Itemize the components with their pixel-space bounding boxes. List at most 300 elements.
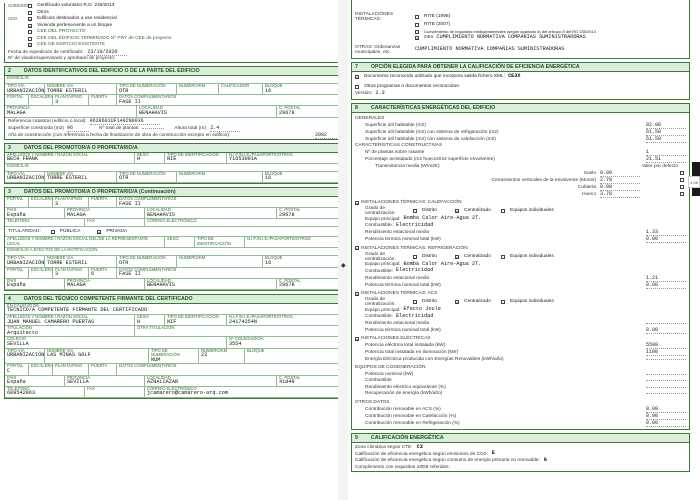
plantas-label: Nº total de plantas: — [99, 125, 140, 131]
data-label: Nº de plantas sobre rasante — [365, 150, 425, 155]
puerta-label: PUERTA — [91, 266, 108, 272]
section-number: 9 — [355, 434, 358, 441]
rendimiento-label: Rendimiento estacional medio — [365, 320, 430, 326]
cp-field[interactable]: 29678 — [279, 282, 295, 289]
option-text: Otros programas o documentos reconocidos: — [364, 84, 460, 90]
option-text: CEE DEL EDIFICIO TERMINADO Nº PRY de CEE de proyecto — [37, 35, 172, 41]
checkbox[interactable] — [680, 185, 684, 189]
section-header-options — [4, 3, 345, 63]
complementarios-label: DATOS COMPLEMENTARIOS — [119, 363, 177, 369]
altura-label: Altura total (m): — [174, 125, 208, 131]
data-label: Superficie útil habitable (m2) con sistema de calefacción (m2) — [365, 136, 496, 142]
data-label: Energía Eléctrica producida con Energías Renovables (kWh/año) — [365, 356, 504, 362]
localidad-label: LOCALIDAD — [139, 105, 163, 111]
titularidad-label: TITULARIDAD: — [8, 229, 41, 235]
nombre-via-field[interactable]: TORRE ESTERIL — [47, 87, 88, 94]
section-title: DATOS DEL TÉCNICO COMPETENTE FIRMANTE DEL CERTIFICADO — [24, 295, 193, 302]
bloque-field[interactable]: 16 — [265, 259, 272, 266]
equipo-label: Equipo principal: — [365, 216, 401, 222]
section-title: DATOS IDENTIFICATIVOS DEL EDIFICIO O DE LA PARTE DEL EDIFICIO — [24, 68, 200, 74]
uso-label: USO — [8, 15, 18, 21]
tipo-via-field[interactable]: URBANIZACIÓN — [7, 175, 45, 182]
portal-label: PORTAL — [7, 195, 24, 201]
data-label: Contribución renovable en Refrigeración (%) — [365, 420, 460, 426]
data-label: Rendimiento eléctrico equivalente (%) — [365, 384, 446, 390]
combustible-label: Combustible: — [365, 314, 393, 320]
tipo-num-field[interactable]: OTR — [119, 175, 129, 182]
data-label: Cubierta — [577, 184, 596, 190]
checkbox[interactable] — [501, 209, 505, 213]
section-number: 4 — [8, 295, 11, 302]
data-value[interactable]: 1 — [646, 149, 686, 156]
nif-field[interactable]: 24174254N — [229, 318, 258, 325]
checkbox[interactable] — [28, 30, 32, 34]
complementarios-label: DATOS COMPLEMENTARIOS — [119, 94, 177, 100]
data-value[interactable]: 61.50 — [646, 129, 686, 136]
cp-label: C. POSTAL — [279, 374, 301, 380]
data-label: Potencia nominal (kW) — [365, 371, 414, 377]
section-8-characteristics — [351, 103, 690, 430]
planta-label: PLANTA/PISO — [55, 94, 83, 100]
potencia-label: Potencia térmica nominal total (kW) — [365, 282, 441, 288]
equipo-label: Equipo principal: — [365, 307, 401, 313]
option-text: CEE DE EDIFICIO EXISTENTE — [37, 42, 105, 48]
combustible-label: Combustible: — [365, 268, 393, 274]
section-7-option — [351, 62, 690, 101]
tipo-num-label: TIPO DE NUMERACIÓN — [151, 347, 180, 358]
data-label: Superficie útil habitable (m2) — [365, 122, 426, 128]
domicilio-label: DOMICILIO — [7, 75, 29, 80]
option-text: Distrito — [422, 208, 437, 213]
rendimiento-label: Rendimiento estacional medio — [365, 230, 430, 235]
section-9-rating — [351, 433, 690, 472]
tipo-id-field[interactable]: NIE — [167, 156, 177, 163]
equipo-field[interactable]: Bomba Calor Aire-Agua 2T. — [403, 260, 482, 267]
ref-cat-field[interactable]: 9628601UF1492N0036 — [90, 118, 160, 125]
nif-field[interactable]: Y1653091A — [229, 156, 258, 163]
checkbox[interactable]: x — [356, 74, 358, 80]
option-text: RITE (1998) — [424, 14, 451, 19]
tipo-via-field[interactable]: URBANIZACIÓN — [7, 352, 45, 359]
tipo-id-label: TIPO DE IDENTIFICACIÓN — [167, 314, 219, 320]
otro-field[interactable]: CUMPLIMIENTO NORMATIVA COMPAÑIAS SUMINISTRADORAS — [436, 34, 586, 41]
data-value[interactable]: 5500 — [646, 342, 686, 349]
planta-field[interactable]: 3 — [55, 271, 59, 278]
data-value[interactable]: 1100 — [646, 349, 686, 356]
portal-label: PORTAL — [7, 94, 24, 100]
option-text: Distrito — [422, 253, 437, 259]
sexo-label: SEXO — [137, 151, 149, 157]
anio-field[interactable]: 2002 — [315, 132, 341, 139]
equipo-field[interactable]: Efecto Joule — [403, 306, 441, 313]
checkbox[interactable]: x — [356, 246, 358, 252]
option-text: Documento reconocido utilizado que incorpora salida fichero XML: — [364, 73, 506, 79]
data-value[interactable]: 21.51 — [646, 156, 686, 163]
otra-titulacion-label: OTRA TITULACIÓN — [137, 325, 175, 331]
calificacion-co2-label: Calificación de eficiencia energética según emisiones de CO2: — [355, 451, 488, 457]
constr-label: CARACTERÍSTICAS CONSTRUCTIVAS — [355, 143, 443, 149]
fax-label: FAX — [87, 385, 95, 391]
escalera-label: ESCALERA — [31, 363, 54, 369]
calificacion-energia-label: Calificación de eficiencia energética según consumo de energía primaria no renovable: — [355, 458, 540, 464]
program-field[interactable]: CE3X — [508, 72, 521, 79]
cp-field[interactable]: 29678 — [279, 109, 295, 116]
checkbox[interactable] — [413, 255, 417, 259]
data-label: Potencia eléctrica total instalada (kW) — [365, 343, 446, 348]
tipo-via-field[interactable]: URBANIZACIÓN — [7, 87, 45, 94]
side-panel-label[interactable]: 4.08 — [688, 176, 700, 188]
data-value[interactable]: 82.00 — [646, 122, 686, 129]
nombre-via-field[interactable]: LAS MINAS GOLF — [47, 352, 91, 359]
pais-field[interactable]: España — [7, 379, 26, 386]
generales-label: GENERALES — [355, 115, 385, 121]
refrigeracion-label: INSTALACIONES TÉRMICAS: REFRIGERACIÓN — [361, 245, 468, 251]
provincia-field[interactable]: MALAGA — [67, 211, 86, 218]
portal-label: PORTAL — [7, 363, 24, 369]
tipo-num-field[interactable]: OTR — [119, 87, 129, 94]
section-number: 3 — [8, 144, 11, 151]
provincia-field[interactable]: MALAGA — [67, 282, 86, 289]
privada-label: PRIVADA — [106, 228, 128, 234]
cp-field[interactable]: 29678 — [279, 211, 295, 218]
checkbox[interactable]: x — [356, 336, 358, 342]
calificador-label: CALIFICADOR — [221, 83, 250, 88]
option-text: Cumplimiento de requisitos medioambientales (según apartado 6) del artículo 8 del RD 235/2013 — [424, 28, 596, 34]
electricas-label: INSTALACIONES ELÉCTRICAS — [361, 336, 431, 342]
localidad-field[interactable]: AZNALCAZAR — [147, 379, 179, 386]
checkbox[interactable] — [415, 30, 419, 34]
sexo-field[interactable]: H — [137, 318, 141, 325]
section-3-owner-continued — [4, 187, 345, 291]
visado-label: Nº de visado/supervisado y aprobado de proyecto: — [8, 56, 116, 62]
checkbox[interactable]: x — [29, 17, 31, 23]
pais-label: PAÍS — [7, 277, 17, 283]
fecha-value[interactable]: 23/10/2020 — [87, 49, 127, 56]
sexo-field[interactable]: H — [137, 156, 141, 163]
section-6-compliance — [351, 0, 690, 59]
numero-label: NÚMERO/KM — [179, 83, 206, 88]
apellidos-field[interactable]: BECH FRANK — [7, 156, 39, 163]
otros-label: OTROS DATOS — [355, 399, 390, 405]
escalera-label: ESCALERA — [31, 94, 54, 100]
option-text: Equipos individuales — [510, 299, 554, 304]
apellidos-label: APELLIDOS Y NOMBRE / RAZÓN SOCIAL — [7, 314, 89, 320]
rendimiento-field[interactable] — [646, 323, 686, 324]
tipo-id-field[interactable]: NIF — [167, 318, 177, 325]
sexo-label: SEXO — [167, 236, 179, 242]
checkbox[interactable] — [28, 37, 32, 41]
sexo-label: SEXO — [137, 314, 149, 320]
data-label: Porcentaje acristalado (m2 huecos/m2 superficie envolvente) — [365, 157, 495, 162]
privada-checkbox[interactable]: x — [98, 229, 101, 235]
zona-label: Zona climática según CTE: — [355, 445, 413, 451]
option-text: Centralizado — [464, 299, 491, 304]
form-page-right — [345, 0, 694, 500]
potencia-field[interactable]: 0.00 — [646, 327, 686, 334]
representante-label: APELLIDOS Y NOMBRE / RAZÓN SOCIAL DEL/DE LA REPRESENTANTE LEGAL — [7, 236, 149, 246]
checkbox[interactable]: x — [456, 300, 458, 305]
nombre-via-label: NOMBRE VÍA — [47, 347, 74, 353]
complementarios-label: DATOS COMPLEMENTARIOS — [119, 195, 177, 201]
complementarios-field[interactable]: FASE II — [119, 271, 141, 278]
checkbox[interactable]: x — [29, 43, 31, 49]
complementarios-field[interactable]: FASE II — [119, 200, 141, 207]
data-value[interactable]: 0.00 — [600, 184, 640, 191]
checkbox[interactable] — [413, 300, 417, 304]
puerta-label: PUERTA — [91, 363, 108, 369]
data-label: Cerramientos verticales de la envolvente (Muros) — [491, 177, 596, 183]
bloque-field[interactable]: 16 — [265, 175, 272, 182]
combustible-label: Combustible: — [365, 223, 393, 229]
planta-label: PLANTA/PISO — [55, 363, 83, 369]
plantas-field[interactable] — [142, 128, 164, 129]
checkbox[interactable] — [355, 85, 359, 89]
option-text: Equipos individuales — [510, 208, 554, 213]
option-text: Certificado voluntario R.D. 235/2013 — [37, 3, 115, 9]
data-value[interactable] — [646, 359, 686, 360]
option-text: Distrito — [422, 299, 437, 304]
checkbox[interactable]: x — [456, 209, 458, 214]
pais-field[interactable]: España — [7, 211, 26, 218]
telefono-label: TELÉFONO — [7, 385, 30, 391]
checkbox[interactable]: x — [416, 36, 418, 42]
planta-label: PLANTA/PISO — [55, 195, 83, 201]
provincia-label: PROVINCIA — [67, 277, 91, 283]
option-text: Otros — [37, 9, 49, 15]
calificacion-energia-field[interactable]: G — [543, 456, 547, 463]
option-text: Equipos individuales — [510, 253, 554, 259]
numero-field[interactable]: 22 — [201, 352, 208, 359]
altura-field[interactable]: 2.4 — [210, 125, 240, 132]
nombre-via-field[interactable]: TORRE ESTERIL — [47, 259, 88, 266]
checkbox[interactable] — [680, 178, 684, 182]
bloque-field[interactable]: 16 — [265, 87, 272, 94]
pais-label: PAÍS — [7, 374, 17, 380]
section-title: CARACTERÍSTICAS ENERGÉTICAS DEL EDIFICIO — [371, 105, 496, 111]
data-label: Hueco — [582, 191, 596, 197]
page-break-icon: ◆ — [341, 263, 346, 269]
version-field[interactable]: 2.3 — [375, 89, 385, 96]
grado-label: Grado de centralización: — [365, 206, 396, 216]
titulacion-field[interactable]: Arquitecto — [7, 329, 39, 336]
rendimiento-field[interactable]: 1.33 — [646, 229, 686, 236]
nombre-via-label: NOMBRE VÍA — [47, 170, 74, 176]
data-value[interactable]: 2.78 — [600, 177, 640, 184]
otras-label: OTRAS: Ordenanzas municipales, etc. — [355, 44, 401, 55]
colegio-field[interactable]: SEVILLA — [7, 341, 29, 348]
checkbox[interactable] — [501, 300, 505, 304]
bloque-label: BLOQUE — [265, 83, 283, 88]
correo-field[interactable]: jcamarero@camarero-arq.com — [147, 390, 228, 397]
data-value[interactable] — [646, 374, 686, 375]
data-value[interactable]: 0.00 — [646, 420, 686, 427]
checkbox[interactable] — [501, 255, 505, 259]
tipo-via-label: TIPO VÍA — [7, 255, 25, 261]
checkbox[interactable]: x — [29, 23, 31, 29]
pais-label: PAÍS — [7, 207, 17, 213]
data-value[interactable] — [646, 380, 686, 381]
portal-label: PORTAL — [7, 266, 24, 272]
data-label: Potencia total instalada en iluminación (kW) — [365, 350, 459, 355]
section-number: 3 — [8, 188, 11, 195]
nzeb-label: Cumplimiento con requisitos nZEB referidos: — [355, 464, 450, 470]
correo-label: CORREO ELECTRÓNICO — [147, 385, 197, 391]
combustible-field[interactable]: Electricidad — [396, 267, 434, 274]
data-value[interactable]: 0.00 — [646, 406, 686, 413]
tipo-num-field[interactable]: NUM — [151, 356, 161, 363]
potencia-field[interactable]: 0.00 — [646, 282, 686, 289]
apellidos-label: APELLIDOS Y NOMBRE / RAZÓN SOCIAL — [7, 151, 89, 157]
tipo-via-label: TIPO VÍA — [7, 170, 25, 176]
localidad-field[interactable]: BENAHAVIS — [147, 211, 176, 218]
portal-field[interactable]: C — [7, 368, 11, 374]
calidad-field[interactable]: TECNICO/A COMPETENTE FIRMANTE DEL CERTIFICADO — [7, 307, 148, 314]
data-value[interactable]: 0.00 — [646, 413, 686, 420]
correo-label: CORREO ELECTRÓNICO — [147, 218, 197, 224]
nif-label: N.I.F./N.I.E./PASAPORTE/OTROS — [229, 151, 293, 157]
otras-field[interactable]: CUMPLIMIENTO NORMATIVA COMPAÑIAS SUMINISTRADORAS — [415, 45, 565, 52]
domicilio-label: DOMICILIO — [7, 162, 29, 168]
anio-label: Año de construcción (con referencia a fecha de finalización de obra de construcción excepto en edificio): — [8, 132, 231, 138]
localidad-label: LOCALIDAD — [147, 374, 171, 380]
cp-field[interactable]: 41849 — [279, 379, 295, 386]
cp-label: C. POSTAL — [279, 207, 301, 213]
colegio-label: COLEGIO — [7, 336, 27, 342]
bloque-label: BLOQUE — [265, 255, 283, 261]
checkbox[interactable] — [680, 192, 684, 196]
localidad-label: LOCALIDAD — [147, 277, 171, 283]
data-label: Suelo — [583, 170, 596, 176]
data-value[interactable]: 61.50 — [646, 136, 686, 143]
pais-field[interactable]: España — [7, 282, 26, 289]
potencia-label: Potencia térmica nominal total (kW) — [365, 327, 441, 333]
numero-label: NÚMERO/KM — [179, 170, 206, 176]
checkbox[interactable] — [28, 11, 32, 15]
fax-label: FAX — [87, 218, 95, 224]
section-2-building — [4, 66, 345, 140]
option-text: Otro — [424, 35, 434, 41]
provincia-label: PROVINCIA — [7, 105, 31, 111]
tipo-id-label: TIPO DE IDENTIFICACIÓN — [197, 236, 231, 246]
colegiado-field[interactable]: 3554 — [229, 341, 242, 348]
tipo-num-label: TIPO DE NUMERACIÓN — [119, 83, 166, 88]
equipo-field[interactable]: Bomba Calor Aire-Agua 2T. — [403, 215, 482, 222]
numero-label: NÚMERO/KM — [179, 255, 206, 261]
section-number: 7 — [355, 63, 358, 70]
calefaccion-label: INSTALACIONES TÉRMICAS: CALEFACCIÓN — [361, 200, 462, 206]
planta-field[interactable]: 3 — [55, 200, 59, 207]
instalaciones-label: INSTALACIONES TÉRMICAS: — [355, 12, 394, 22]
cogeneracion-label: EQUIPOS DE COGENERACIÓN — [355, 365, 426, 371]
localidad-field[interactable]: BENAHAVIS — [139, 109, 168, 116]
option-text: Vivienda perteneciente a un bloque — [37, 22, 113, 28]
nombre-via-field[interactable]: TORRE ESTERIL — [47, 175, 88, 182]
nif-label: N.I.F./N.I.E./PASAPORTE/OTROS — [229, 314, 293, 320]
puerta-field[interactable]: 6 — [91, 271, 95, 278]
grado-label: Grado de centralización: — [365, 251, 396, 262]
section-4-technician — [4, 294, 345, 399]
equipo-label: Equipo principal: — [365, 262, 401, 268]
publica-checkbox[interactable] — [51, 230, 55, 234]
option-text: Centralizado — [464, 253, 491, 259]
checkbox[interactable] — [413, 209, 417, 213]
data-label: Combustible — [365, 378, 392, 384]
fecha-label: Fecha de expedición de certificado: — [8, 49, 84, 55]
data-value[interactable] — [646, 393, 686, 394]
publica-label: PÚBLICA — [59, 228, 81, 234]
rendimiento-field[interactable]: 1.21 — [646, 275, 686, 282]
option-text: Centralizado — [464, 208, 491, 213]
section-title: OPCIÓN ELEGIDA PARA OBTENER LA CALIFICACIÓN DE EFICIENCIA ENERGÉTICA — [371, 63, 580, 70]
option-text: Edificios destinados a uso residencial — [37, 16, 117, 22]
localidad-field[interactable]: BENAHAVIS — [147, 282, 176, 289]
checkbox[interactable] — [28, 4, 32, 8]
tipo-num-label: TIPO DE NUMERACIÓN — [119, 255, 166, 261]
checkbox[interactable] — [680, 171, 684, 175]
bloque-label: BLOQUE — [265, 170, 283, 176]
planta-field[interactable]: 3 — [55, 98, 59, 105]
sup-field[interactable]: 96 — [67, 125, 89, 132]
checkbox[interactable] — [415, 15, 419, 19]
puerta-label: PUERTA — [91, 94, 108, 100]
checkbox[interactable]: x — [356, 291, 358, 297]
checkbox[interactable]: x — [356, 200, 358, 206]
tipo-id-label: TIPO DE IDENTIFICACIÓN — [167, 151, 219, 157]
combustible-field[interactable]: Electricidad — [396, 221, 434, 228]
checkbox[interactable]: x — [456, 254, 458, 260]
nombre-via-label: NOMBRE VÍA — [47, 83, 74, 88]
escalera-label: ESCALERA — [31, 195, 54, 201]
valor-defecto-label: Valor por defecto — [641, 163, 678, 169]
option-text: CEE DEL PROYECTO — [37, 29, 86, 35]
ref-cat-label: Referencia catastral (edificio o local): — [8, 118, 87, 124]
data-value[interactable]: 3.78 — [600, 191, 640, 198]
cp-label: C. POSTAL — [279, 105, 301, 111]
zona-field[interactable]: C3 — [416, 443, 423, 450]
data-label: Contribución renovable en Calefacción (%) — [365, 413, 457, 419]
tipo-num-field[interactable]: OTR — [119, 259, 129, 266]
telefono-field[interactable]: 609542963 — [7, 390, 36, 397]
telefono-label: TELÉFONO — [7, 218, 30, 224]
checkbox[interactable] — [415, 23, 419, 27]
data-label: Recuperación de energía (kWh/año) — [365, 391, 443, 397]
localidad-label: LOCALIDAD — [147, 207, 171, 213]
potencia-field[interactable]: 0.00 — [646, 236, 686, 243]
calificacion-co2-field[interactable]: E — [491, 450, 495, 457]
data-label: Contribución renovable en ACS (%) — [365, 406, 441, 412]
complementarios-field[interactable]: FASE II — [119, 98, 141, 105]
data-label: Transmitancia media (W/m2K) — [375, 163, 440, 169]
data-label: Superficie útil habitable (m2) con sistema de refrigeración (m2) — [365, 129, 499, 135]
apellidos-field[interactable]: JUAN MANUEL CAMARERO PUERTAS — [7, 318, 95, 325]
data-value[interactable]: 0.00 — [600, 170, 640, 177]
tipo-via-field[interactable]: URBANIZACIÓN — [7, 259, 45, 266]
section-number: 8 — [355, 105, 358, 111]
provincia-field[interactable]: MALAGA — [7, 109, 26, 116]
tipo-num-label: TIPO DE NUMERACIÓN — [119, 170, 166, 176]
provincia-field[interactable]: SEVILLA — [67, 379, 89, 386]
provincia-label: PROVINCIA — [67, 374, 91, 380]
titulacion-label: TITULACIÓN — [7, 325, 32, 331]
acs-label: INSTALACIONES TÉRMICAS: ACS — [361, 291, 438, 297]
potencia-label: Potencia térmica nominal total (kW) — [365, 237, 441, 242]
combustible-field[interactable]: Electricidad — [396, 312, 434, 319]
data-value[interactable] — [646, 387, 686, 388]
bloque-label: BLOQUE — [247, 347, 265, 353]
nif-label: N.I.F./N.I.E./PASAPORTE/OTROS — [247, 236, 311, 242]
option-text: RITE (2007) — [424, 22, 451, 28]
tipo-via-label: TIPO VÍA — [7, 347, 25, 353]
